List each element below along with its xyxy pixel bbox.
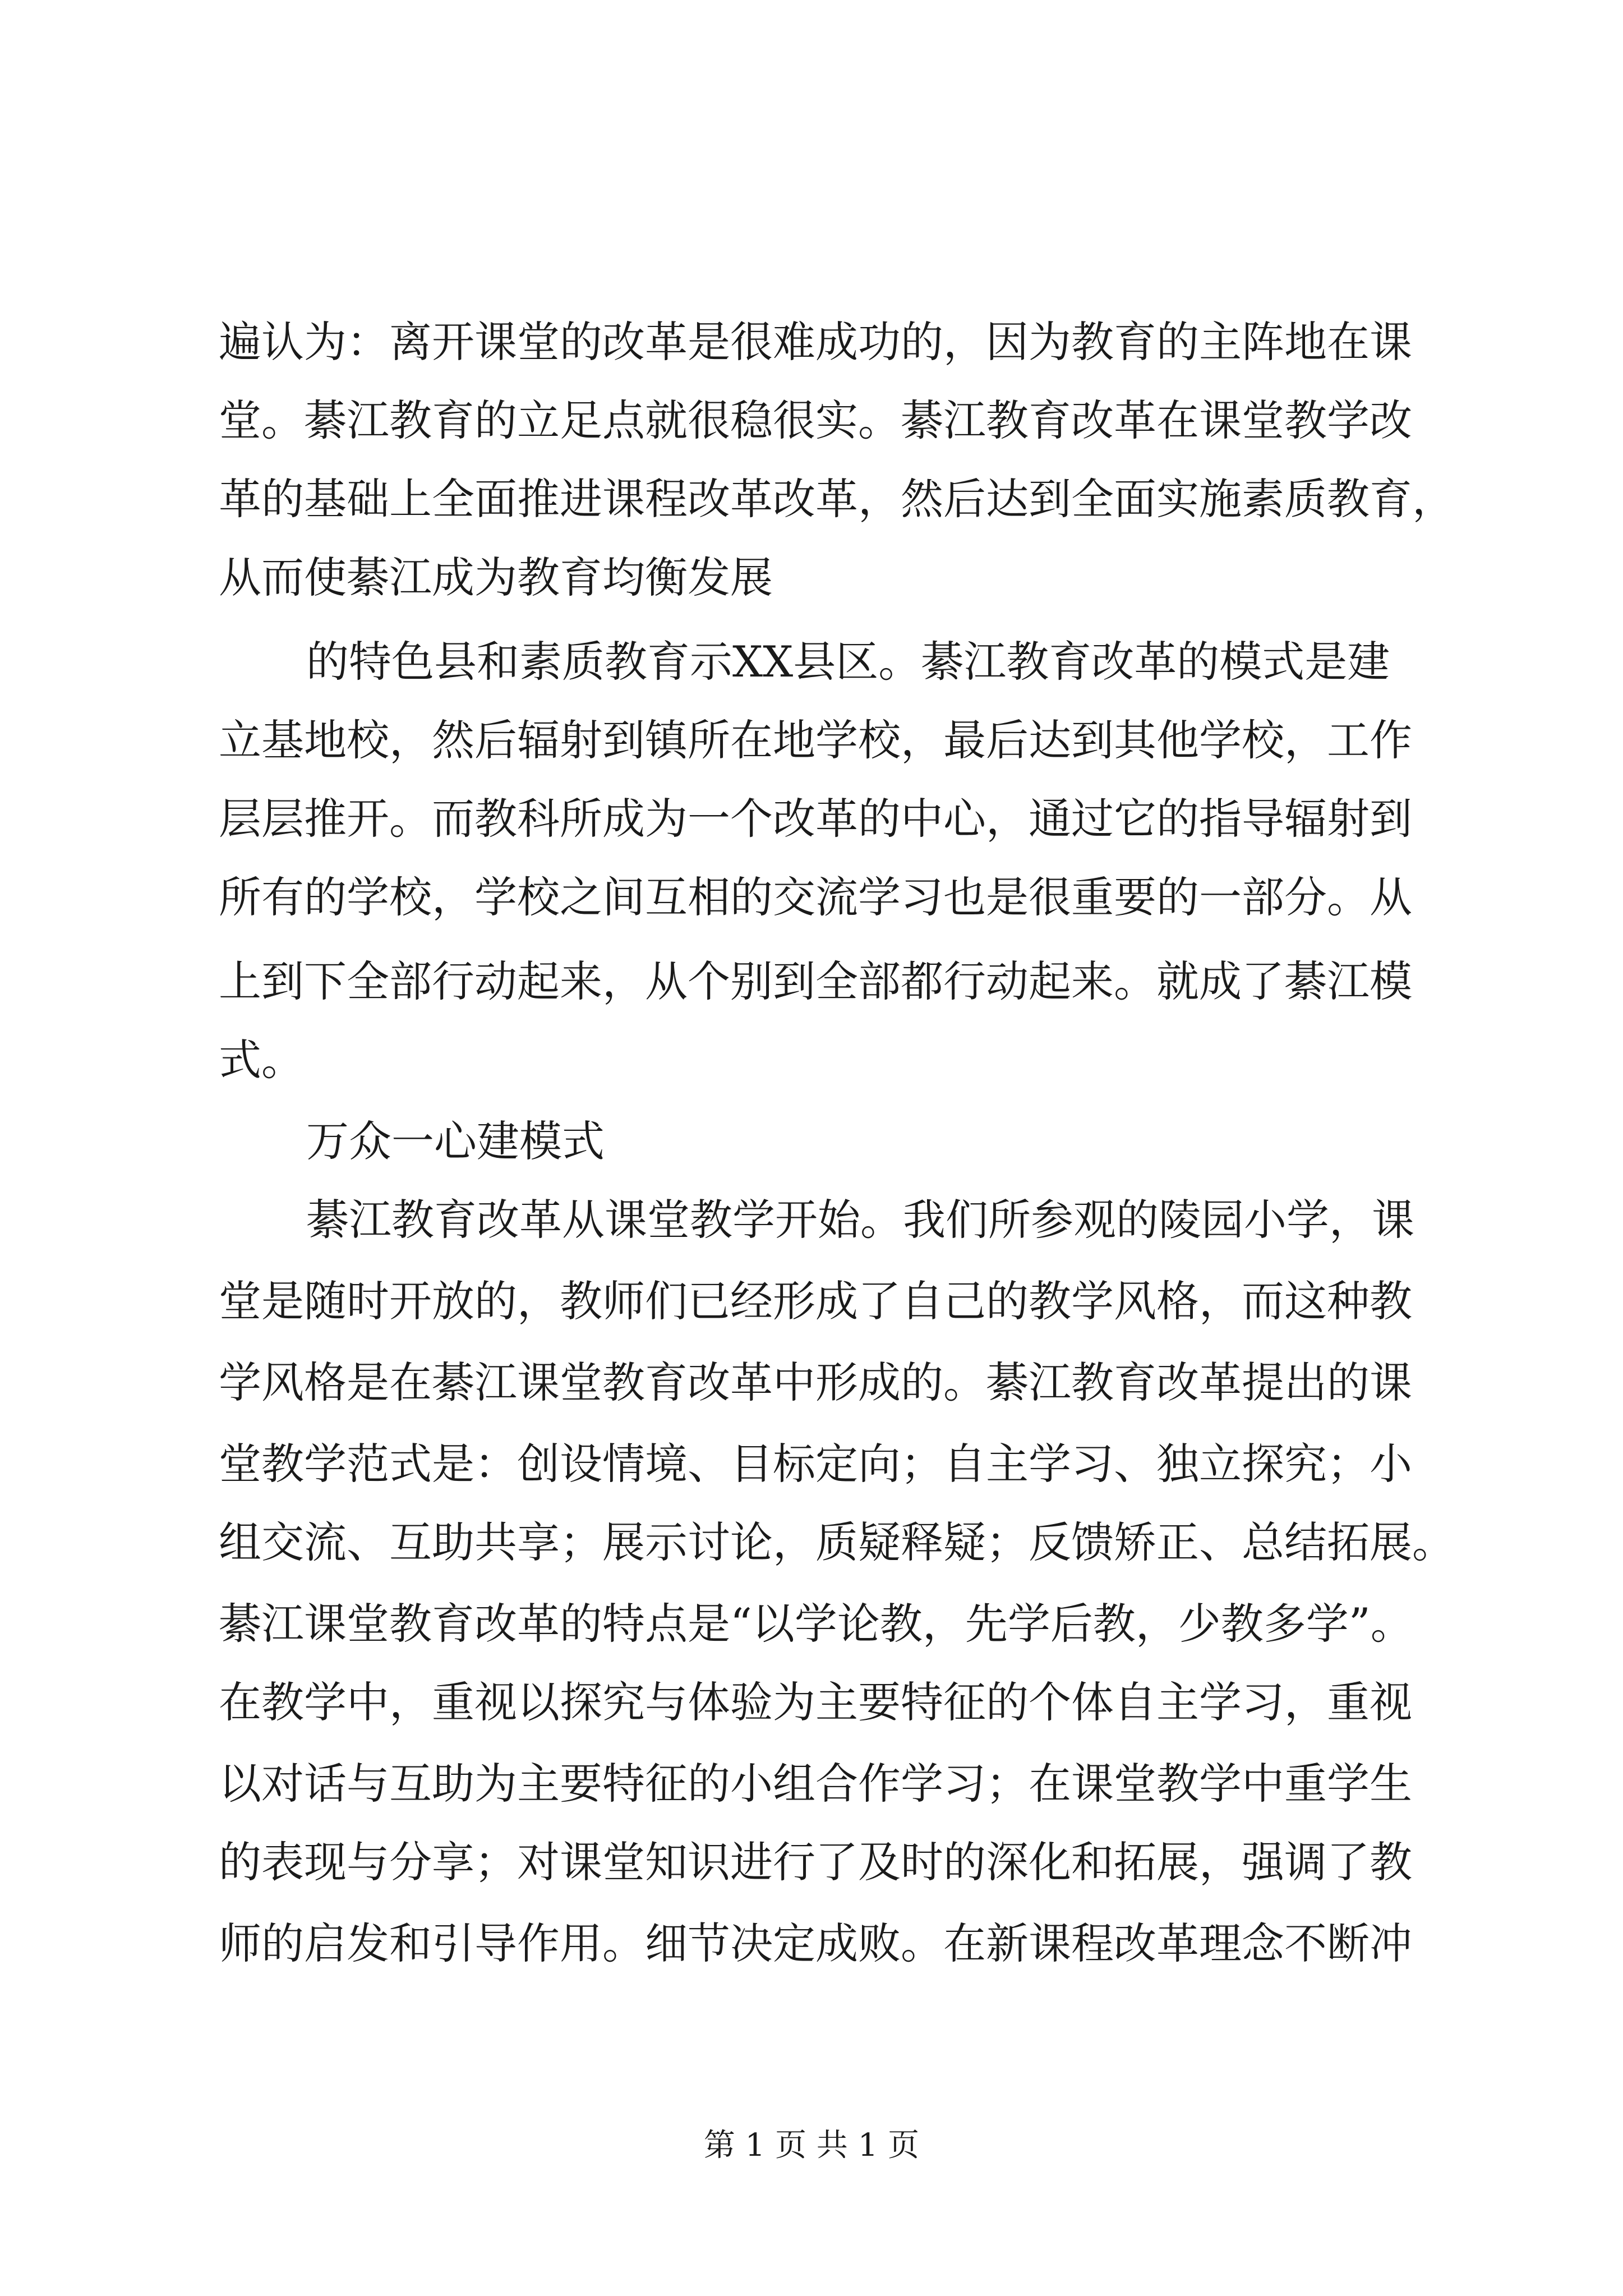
text-line: 堂。綦江教育的立足点就很稳很实。綦江教育改革在课堂教学改 (219, 395, 1412, 445)
section-heading: 万众一心建模式 (306, 1116, 605, 1166)
text-line: 组交流、互助共享；展示讨论，质疑释疑；反馈矫正、总结拓展。 (219, 1517, 1455, 1567)
text-line: 綦江课堂教育改革的特点是“以学论教，先学后教，少教多学”。 (219, 1599, 1413, 1649)
text-line: 层层推开。而教科所成为一个改革的中心，通过它的指导辐射到 (219, 794, 1412, 844)
text-line: 革的基础上全面推进课程改革改革，然后达到全面实施素质教育， (219, 474, 1455, 524)
text-line: 师的启发和引导作用。细节决定成败。在新课程改革理念不断冲 (219, 1918, 1412, 1968)
text-line: 的表现与分享；对课堂知识进行了及时的深化和拓展，强调了教 (219, 1837, 1412, 1887)
text-line: 在教学中，重视以探究与体验为主要特征的个体自主学习，重视 (219, 1677, 1412, 1727)
text-line: 遍认为：离开课堂的改革是很难成功的，因为教育的主阵地在课 (219, 317, 1412, 367)
text-line: 以对话与互助为主要特征的小组合作学习；在课堂教学中重学生 (219, 1759, 1412, 1809)
text-line: 学风格是在綦江课堂教育改革中形成的。綦江教育改革提出的课 (219, 1358, 1412, 1407)
text-line: 堂是随时开放的，教师们已经形成了自己的教学风格，而这种教 (219, 1276, 1412, 1326)
text-line: 所有的学校，学校之间互相的交流学习也是很重要的一部分。从 (219, 872, 1412, 922)
text-line: 从而使綦江成为教育均衡发展 (219, 553, 773, 602)
text-line: 綦江教育改革从课堂教学开始。我们所参观的陵园小学，课 (306, 1195, 1414, 1245)
text-line: 立基地校，然后辐射到镇所在地学校，最后达到其他学校，工作 (219, 715, 1412, 765)
text-line: 式。 (219, 1035, 304, 1085)
text-line: 的特色县和素质教育示XX县区。綦江教育改革的模式是建 (306, 637, 1390, 687)
page-number-footer: 第 1 页 共 1 页 (703, 2127, 920, 2164)
text-line: 上到下全部行动起来，从个别到全部都行动起来。就成了綦江模 (219, 956, 1412, 1006)
text-line: 堂教学范式是：创设情境、目标定向；自主学习、独立探究；小 (219, 1439, 1412, 1489)
